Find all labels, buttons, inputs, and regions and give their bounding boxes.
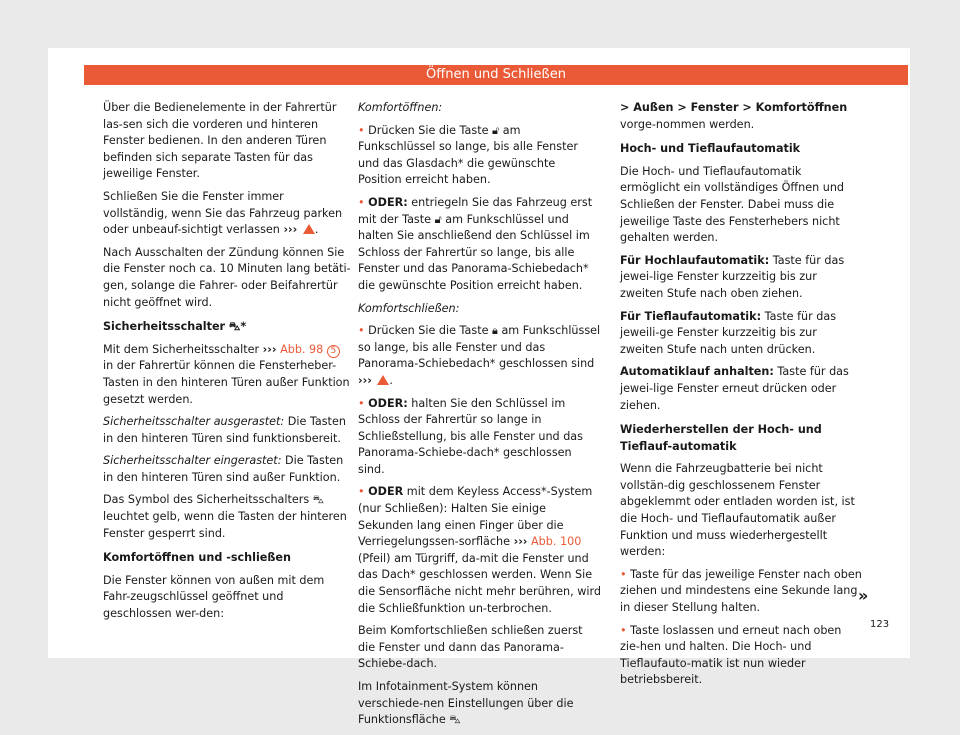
paragraph: Schließen Sie die Fenster immer vollständig, wenn Sie das Fahrzeug parken oder unbeauf-sichtigt verlassen ››› . [103, 189, 343, 237]
manual-page [48, 48, 910, 727]
page-number: 123 [870, 619, 890, 630]
subheading: Komfortöffnen: [358, 101, 443, 114]
paragraph: Automatiklauf anhalten: Taste für das jewei-lige Fenster erneut drücken oder ziehen. [620, 365, 849, 412]
paragraph: Über die Bedienelemente in der Fahrertür las-sen sich die vorderen und hinteren Fenster bedienen. In den anderen Türen befinden sich separate Tasten für das jeweilige Fenster. [103, 101, 337, 181]
warning-triangle-icon [377, 375, 389, 385]
callout-number: 5 [327, 345, 340, 358]
figure-link[interactable]: Abb. 100 [530, 535, 582, 549]
continue-arrow: » [858, 586, 869, 605]
paragraph: Die Fenster können von außen mit dem Fahr-zeugschlüssel geöffnet und geschlossen wer-den: [103, 573, 325, 621]
bullet-item: • Drücken Sie die Taste 🔓︎ am Funkschlüssel so lange, bis alle Fenster und das Glasdach* die gewünschte Position erreicht haben. [358, 123, 578, 187]
paragraph: Nach Ausschalten der Zündung können Sie die Fenster noch ca. 10 Minuten lang betäti-gen, solange die Fahrer- oder Beifahrertür nicht geöffnet wird. [103, 245, 351, 309]
lock-icon: 🔒︎ [492, 324, 498, 338]
paragraph: > Außen > Fenster > Komfortöffnen vorge-nommen werden. [620, 101, 848, 131]
paragraph: Mit dem Sicherheitsschalter ››› Abb. 98 5 in der Fahrertür können die Fensterheber-Tasten in den hinteren Türen außer Funktion gesetzt werden. [103, 342, 350, 406]
paragraph: Im Infotainment-System können verschiede-nen Einstellungen über die Funktionsfläche ⛍ [358, 680, 574, 727]
bullet-item: • Drücken Sie die Taste 🔒︎ am Funkschlüssel so lange, bis alle Fenster und das Panorama-Schiebedach* geschlossen sind ››› . [358, 324, 601, 387]
paragraph: Wenn die Fahrzeugbatterie bei nicht vollstän-dig geschlossenem Fenster abgeklemmt oder entladen worden ist, ist die Hoch- und Tieflaufautomatik außer Funktion und muss wiederhergestellt werden: [620, 462, 855, 559]
heading: Wiederherstellen der Hoch- und Tieflauf-automatik [620, 423, 822, 453]
bullet-item: • ODER: entriegeln Sie das Fahrzeug erst mit der Taste 🔓︎ am Funkschlüssel und halten Sie anschließend den Schlüssel im Schloss der Fahrertür so lange, bis alle Fenster und das Panorama-Schiebedach* die gewünschte Position erreicht haben. [358, 195, 593, 292]
unlock-icon: 🔓︎ [492, 123, 500, 137]
subheading: Komfortschließen: [358, 301, 460, 315]
heading: Sicherheitsschalter ⛍* [103, 320, 247, 334]
paragraph: Die Hoch- und Tieflaufautomatik ermöglicht ein vollständiges Öffnen und Schließen der Fenster. Dabei muss die jeweilige Taste des Fensterhebers nicht gehalten werden. [620, 164, 845, 245]
paragraph: Sicherheitsschalter ausgerastet: Die Tasten in den hinteren Türen sind funktionsbereit. [103, 415, 346, 445]
column-2 [358, 100, 601, 735]
paragraph: Für Tieflaufautomatik: Taste für das jeweili-ge Fenster kurzzeitig bis zur zweiten Stufe nach unten drücken. [620, 309, 837, 356]
heading: Hoch- und Tieflaufautomatik [620, 142, 801, 156]
bullet-item: • ODER mit dem Keyless Access*-System (nur Schließen): Halten Sie einige Sekunden lang einen Finger über die Verriegelungssen-sorfläche ››› Abb. 100 (Pfeil) am Türgriff, da-mit die Fenster und das Dach* geschlossen werden. Wenn Sie die Sensorfläche nicht mehr berühren, wird die Schließfunktion un-terbrochen. [358, 485, 601, 615]
section-header: Öffnen und Schließen [84, 65, 908, 85]
paragraph: Für Hochlaufautomatik: Taste für das jewei-lige Fenster kurzzeitig bis zur zweiten Stufe nach oben ziehen. [620, 253, 845, 300]
bullet-item: • Taste für das jeweilige Fenster nach oben ziehen und mindestens eine Sekunde lang in dieser Stellung halten. [620, 567, 862, 615]
unlock-icon: 🔓︎ [434, 212, 442, 226]
car-icon: ⛍ [449, 713, 461, 727]
column-1 [103, 100, 351, 629]
warning-triangle-icon [303, 224, 315, 234]
bullet-item: • Taste loslassen und erneut nach oben zie-hen und halten. Die Hoch- und Tieflaufauto-matik ist nun wieder betriebsbereit. [620, 623, 842, 687]
car-icon: ⛍ [229, 320, 241, 334]
figure-link[interactable]: Abb. 98 [280, 342, 324, 356]
heading: Komfortöffnen und -schließen [103, 551, 291, 565]
paragraph: Sicherheitsschalter eingerastet: Die Tasten in den hinteren Türen sind außer Funktion. [103, 454, 344, 484]
column-3 [620, 100, 862, 695]
paragraph: Das Symbol des Sicherheitsschalters ⛍ leuchtet gelb, wenn die Tasten der hinteren Fenster gesperrt sind. [103, 493, 347, 540]
car-icon: ⛍ [312, 493, 325, 507]
paragraph: Beim Komfortschließen schließen zuerst die Fenster und dann das Panorama-Schiebe-dach. [358, 624, 583, 671]
bullet-item: • ODER: halten Sie den Schlüssel im Schloss der Fahrertür so lange in Schließstellung, bis alle Fenster und das Panorama-Schiebe-dach* geschlossen sind. [358, 396, 583, 476]
ref-arrow: ››› [283, 223, 298, 237]
